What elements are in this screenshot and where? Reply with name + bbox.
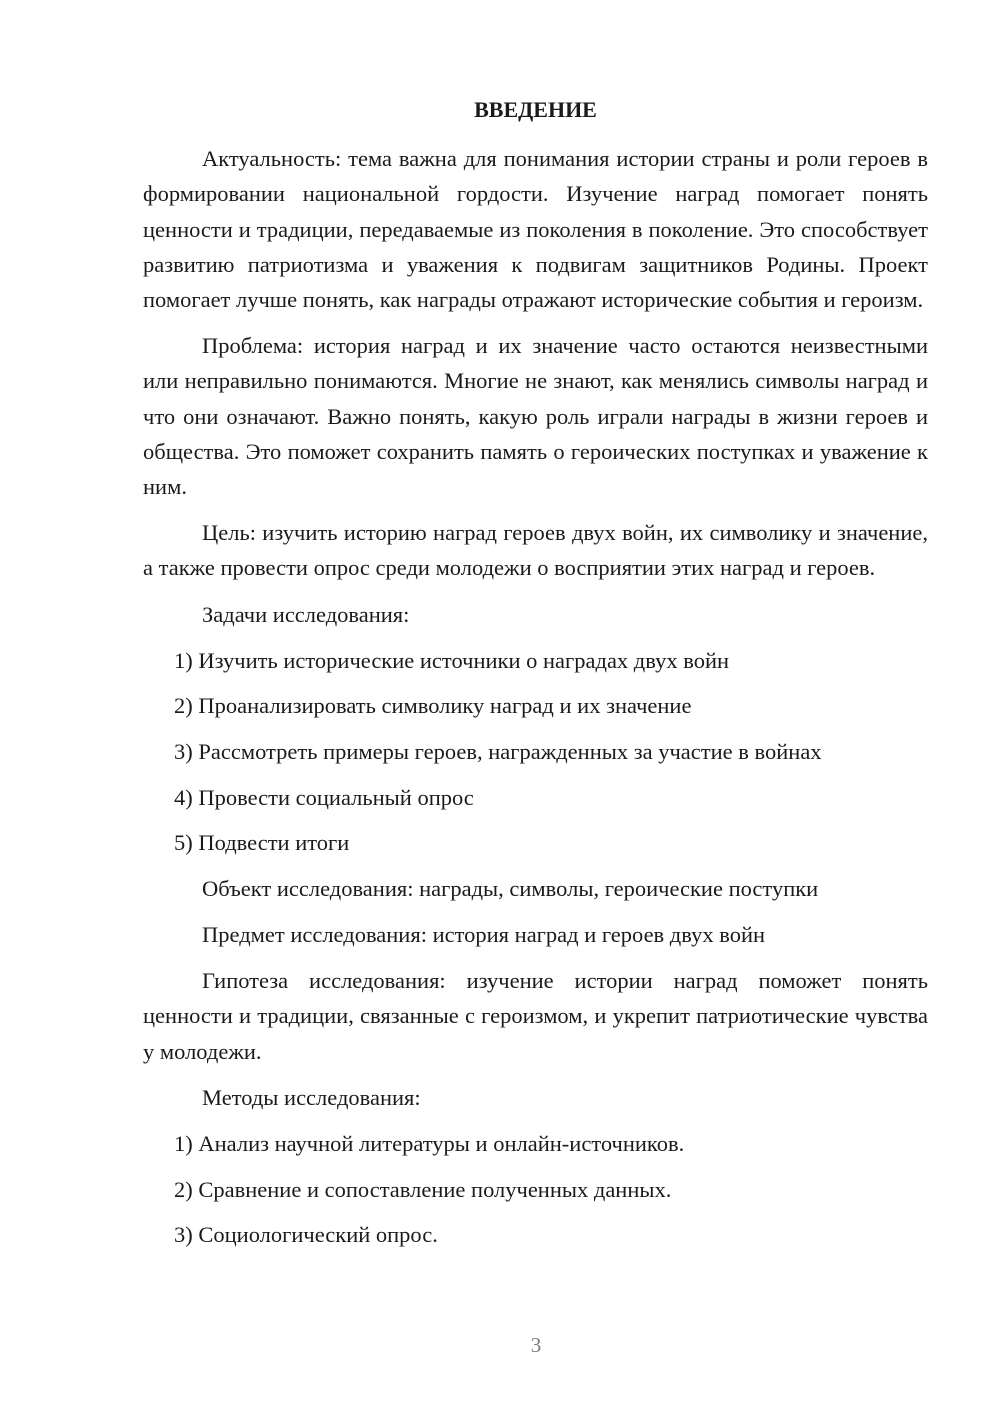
- relevance-paragraph: Актуальность: тема важна для понимания истории страны и роли героев в формировании национальной гордости. Изучение наград помогает понять ценности и традиции, передаваемые из поколения в поколение. Это способствует развитию патриотизма и уважения к подвигам защитников Родины. Проект помогает лучше понять, как награды отражают исторические события и героизм.: [143, 146, 928, 313]
- task-item: 1) Изучить исторические источники о наградах двух войн: [174, 647, 730, 673]
- goal-paragraph: Цель: изучить историю наград героев двух войн, их символику и значение, а также провести опрос среди молодежи о восприятии этих наград и героев.: [143, 520, 928, 581]
- page-number: 3: [530, 1333, 542, 1357]
- task-item: 4) Провести социальный опрос: [174, 784, 474, 810]
- method-item: 1) Анализ научной литературы и онлайн-источников.: [174, 1131, 685, 1157]
- subject-line: Предмет исследования: история наград и героев двух войн: [202, 922, 766, 948]
- method-item: 3) Социологический опрос.: [174, 1222, 438, 1248]
- task-item: 3) Рассмотреть примеры героев, награжденных за участие в войнах: [174, 739, 822, 765]
- methods-heading: Методы исследования:: [202, 1084, 421, 1110]
- task-item: 5) Подвести итоги: [174, 830, 350, 856]
- method-item: 2) Сравнение и сопоставление полученных данных.: [174, 1176, 672, 1202]
- hypothesis-paragraph: Гипотеза исследования: изучение истории наград поможет понять ценности и традиции, связанные с героизмом, и укрепит патриотические чувства у молодежи.: [143, 968, 928, 1064]
- section-title: ВВЕДЕНИЕ: [474, 97, 597, 122]
- document-page: [143, 92, 928, 1263]
- problem-paragraph: Проблема: история наград и их значение часто остаются неизвестными или неправильно понимаются. Многие не знают, как менялись символы наград и что они означают. Важно понять, какую роль играли награды в жизни героев и общества. Это поможет сохранить память о героических поступках и уважение к ним.: [143, 333, 928, 500]
- tasks-list: [143, 643, 928, 861]
- object-line: Объект исследования: награды, символы, героические поступки: [202, 875, 819, 901]
- task-item: 2) Проанализировать символику наград и их значение: [174, 693, 692, 719]
- methods-list: [143, 1126, 928, 1252]
- tasks-heading: Задачи исследования:: [202, 601, 410, 627]
